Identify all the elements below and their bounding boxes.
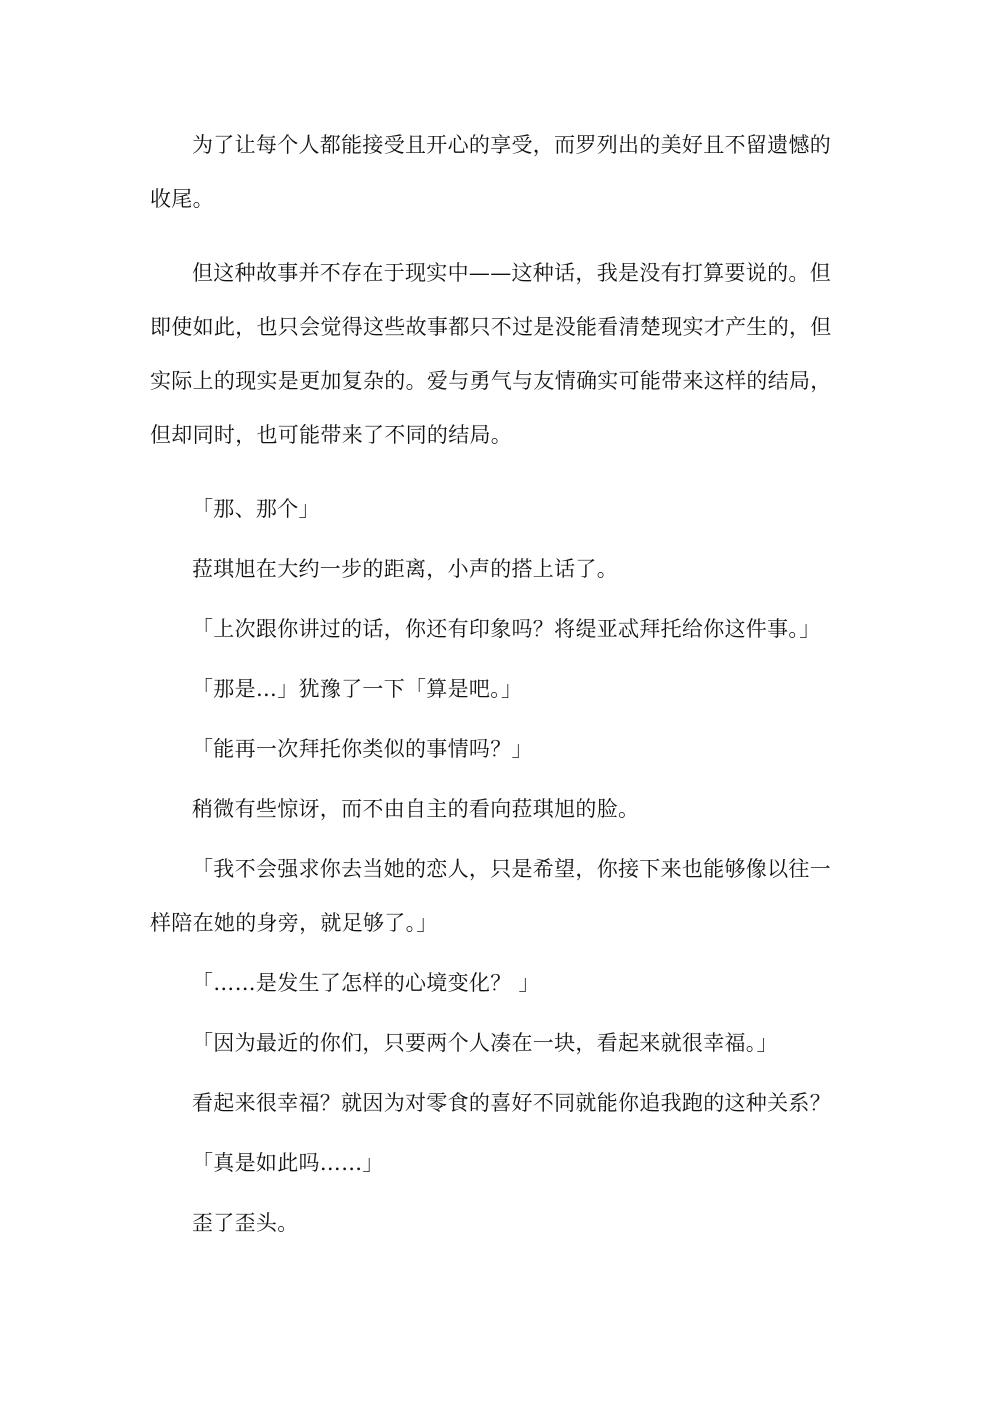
paragraph-7: 「能再一次拜托你类似的事情吗？」	[192, 737, 533, 761]
paragraph-6: 「那是…」犹豫了一下「算是吧。」	[192, 677, 523, 701]
paragraph-12: 看起来很幸福？就因为对零食的喜好不同就能你追我跑的这种关系？	[192, 1091, 831, 1115]
paragraph-13: 「真是如此吗……」	[192, 1151, 384, 1175]
document-page	[150, 118, 850, 1256]
paragraph-11: 「因为最近的你们，只要两个人凑在一块，看起来就很幸福。」	[192, 1031, 778, 1055]
paragraph-1: 为了让每个人都能接受且开心的享受，而罗列出的美好且不留遗憾的收尾。	[150, 133, 831, 211]
paragraph-9: 「我不会强求你去当她的恋人，只是希望，你接下来也能够像以往一样陪在她的身旁，就足够了。」	[150, 857, 831, 935]
paragraph-5: 「上次跟你讲过的话，你还有印象吗？将缇亚忒拜托给你这件事。」	[192, 617, 821, 641]
paragraph-4: 菈琪旭在大约一步的距离，小声的搭上话了。	[192, 557, 618, 581]
paragraph-8: 稍微有些惊讶，而不由自主的看向菈琪旭的脸。	[192, 797, 640, 821]
paragraph-14: 歪了歪头。	[192, 1211, 299, 1235]
paragraph-2: 但这种故事并不存在于现实中——这种话，我是没有打算要说的。但即使如此，也只会觉得这些故事都只不过是没能看清楚现实才产生的，但实际上的现实是更加复杂的。爱与勇气与友情确实可能带来这样的结局，但却同时，也可能带来了不同的结局。	[150, 261, 832, 447]
paragraph-3: 「那、那个」	[192, 497, 320, 521]
paragraph-10: 「……是发生了怎样的心境变化？ 」	[192, 971, 540, 995]
